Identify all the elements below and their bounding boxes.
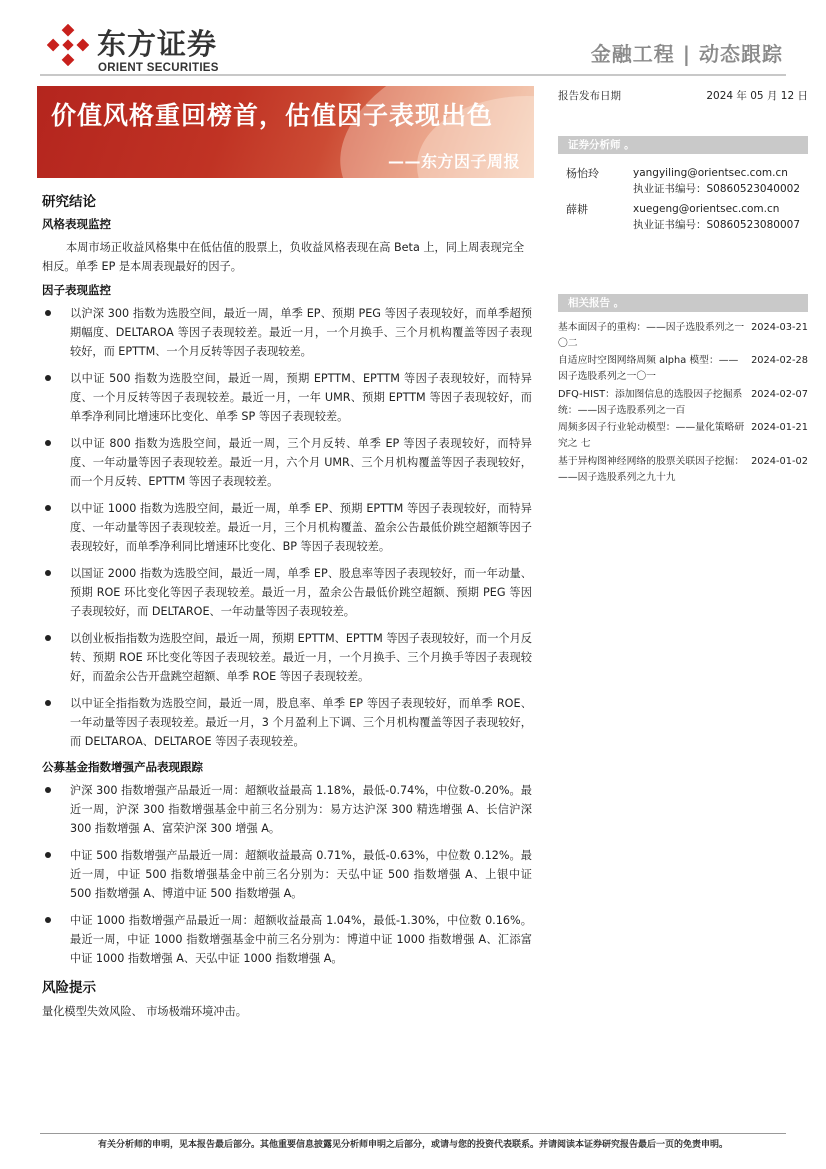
related-report-title[interactable]: 周频多因子行业轮动模型：——量化策略研究之 七 [558,422,745,449]
footer-divider [40,1133,786,1134]
analyst-entry [558,201,808,237]
related-report-item[interactable] [558,454,808,486]
factor-bullet-item: 以创业板指指数为选股空间，最近一周，预期 EPTTM、EPTTM 等因子表现较好，而一个月反转、预期 ROE 环比变化等因子表现较差。最近一月，一个月换手、三个月换手等因子表现较好，而盈余公告开盘跳空超额、单季 ROE 等因子表现较差。 [42,629,532,686]
analyst-entry [558,165,808,201]
related-report-title[interactable]: 基于异构图神经网络的股票关联因子挖掘：——因子选股系列之九十九 [558,456,745,483]
report-series-subtitle: ——东方因子周报 [387,152,520,171]
analyst-license: 执业证书编号：S0860523040002 [633,183,801,195]
analyst-name: 杨怡玲 [566,167,599,180]
related-report-date: 2024-03-21 [751,322,808,333]
logo-chinese-name: 东方证券 [97,27,218,61]
header-divider [40,74,786,76]
fund-bullet-item: 沪深 300 指数增强产品最近一周：超额收益最高 1.18%，最低-0.74%，中位数-0.20%。最近一周，沪深 300 指数增强基金中前三名分别为：易方达沪深 300 精选增强 A、长信沪深 300 指数增强 A、富荣沪深 300 增强 A。 [42,781,532,838]
fund-bullet-item: 中证 500 指数增强产品最近一周：超额收益最高 0.71%，最低-0.63%，中位数 0.12%。最近一周，中证 500 指数增强基金中前三名分别为：天弘中证 500 指数增强 A、上银中证 500 指数增强 A、博道中证 500 指数增强 A。 [42,846,532,903]
factor-bullet-item: 以中证全指指数为选股空间，最近一周，股息率、单季 EP 等因子表现较好，而单季 ROE、一年动量等因子表现较差。最近一月，3 个月盈利上下调、三个月机构覆盖等因子表现较好，而 DELTAROA、DELTAROE 等因子表现较差。 [42,694,532,751]
bullet-dot-icon [45,570,51,576]
factor-bullet-item: 以沪深 300 指数为选股空间，最近一周，单季 EP、预期 PEG 等因子表现较好，而单季超预期幅度、DELTAROA 等因子表现较差。最近一月，一个月换手、三个月机构覆盖等因子表现较好，而 EPTTM、一个月反转等因子表现较差。 [42,304,532,361]
related-report-title[interactable]: 基本面因子的重构：——因子选股系列之一〇二 [558,322,745,349]
footer-disclaimer: 有关分析师的申明，见本报告最后部分。其他重要信息披露见分析师申明之后部分，或请与您的投资代表联系。并请阅读本证券研究报告最后一页的免责申明。 [97,1140,728,1150]
related-report-item[interactable] [558,420,808,452]
report-title: 价值风格重回榜首，估值因子表现出色 [51,101,494,130]
logo-english-name: ORIENT SECURITIES [98,62,219,74]
orient-securities-logo [47,20,237,80]
related-report-item[interactable] [558,353,808,385]
analysts-header: 证券分析师 。 [558,136,808,154]
bullet-dot-icon [45,635,51,641]
related-report-title[interactable]: DFQ-HIST：添加图信息的选股因子挖掘系统：——因子选股系列之一百 [558,389,743,416]
conclusion-heading: 研究结论 [42,194,96,210]
bullet-dot-icon [45,917,51,923]
bullet-dot-icon [45,700,51,706]
logo-mark-icon [47,24,89,66]
fund-tracking-heading: 公募基金指数增强产品表现跟踪 [42,760,203,774]
related-report-date: 2024-02-07 [751,389,808,400]
bullet-dot-icon [45,787,51,793]
title-banner [37,86,534,178]
related-report-date: 2024-02-28 [751,355,808,366]
bullet-dot-icon [45,440,51,446]
analyst-email: xuegeng@orientsec.com.cn [633,203,780,215]
fund-bullet-item: 中证 1000 指数增强产品最近一周：超额收益最高 1.04%，最低-1.30%，中位数 0.16%。最近一周，中证 1000 指数增强基金中前三名分别为：博道中证 1000 指数增强 A、汇添富中证 1000 指数增强 A、天弘中证 1000 指数增强 A。 [42,911,532,968]
related-report-item[interactable] [558,387,808,419]
related-report-date: 2024-01-21 [751,422,808,433]
related-report-title[interactable]: 自适应时空图网络周频 alpha 模型：——因子选股系列之一〇一 [558,355,739,382]
related-reports-header: 相关报告 。 [558,294,808,312]
analyst-name: 薛耕 [566,203,588,216]
risk-heading: 风险提示 [42,980,96,996]
analyst-email: yangyiling@orientsec.com.cn [633,167,788,179]
bullet-dot-icon [45,505,51,511]
bullet-dot-icon [45,310,51,316]
factor-bullet-item: 以国证 2000 指数为选股空间，最近一周，单季 EP、股息率等因子表现较好，而一年动量、预期 ROE 环比变化等因子表现较差。最近一月，盈余公告最低价跳空超额、预期 PEG 等因子表现较好，而 DELTAROE、一年动量等因子表现较差。 [42,564,532,621]
related-report-item[interactable] [558,320,808,352]
factor-bullet-item: 以中证 1000 指数为选股空间，最近一周，单季 EP、预期 EPTTM 等因子表现较好，而特异度、一年动量等因子表现较差。最近一月，三个月机构覆盖、盈余公告最低价跳空超额等因子表现较好，而单季净利同比增速环比变化、BP 等因子表现较差。 [42,499,532,556]
factor-bullet-item: 以中证 800 指数为选股空间，最近一周，三个月反转、单季 EP 等因子表现较好，而特异度、一年动量等因子表现较差。最近一月，六个月 UMR、三个月机构覆盖等因子表现较好，而一个月反转、EPTTM 等因子表现较差。 [42,434,532,491]
publish-date-row [558,88,808,102]
publish-date-value: 2024 年 05 月 12 日 [706,90,808,102]
factor-monitor-heading: 因子表现监控 [42,283,111,297]
risk-text: 量化模型失效风险、 市场极端环境冲击。 [42,1005,247,1018]
report-category: 金融工程 | 动态跟踪 [590,42,783,66]
publish-date-label: 报告发布日期 [558,90,621,102]
analyst-license: 执业证书编号：S0860523080007 [633,219,801,231]
factor-bullet-item: 以中证 500 指数为选股空间，最近一周，预期 EPTTM、EPTTM 等因子表现较好，而特异度、一个月反转等因子表现较差。最近一月，一年 UMR、预期 EPTTM 等因子表现较好，而单季净利同比增速环比变化、单季 SP 等因子表现较差。 [42,369,532,426]
style-monitor-heading: 风格表现监控 [42,217,111,231]
bullet-dot-icon [45,375,51,381]
related-report-date: 2024-01-02 [751,456,808,467]
style-monitor-text: 本周市场正收益风格集中在低估值的股票上，负收益风格表现在高 Beta 上，同上周表现完全相反。单季 EP 是本周表现最好的因子。 [42,241,525,273]
bullet-dot-icon [45,852,51,858]
main-content [42,190,532,1021]
